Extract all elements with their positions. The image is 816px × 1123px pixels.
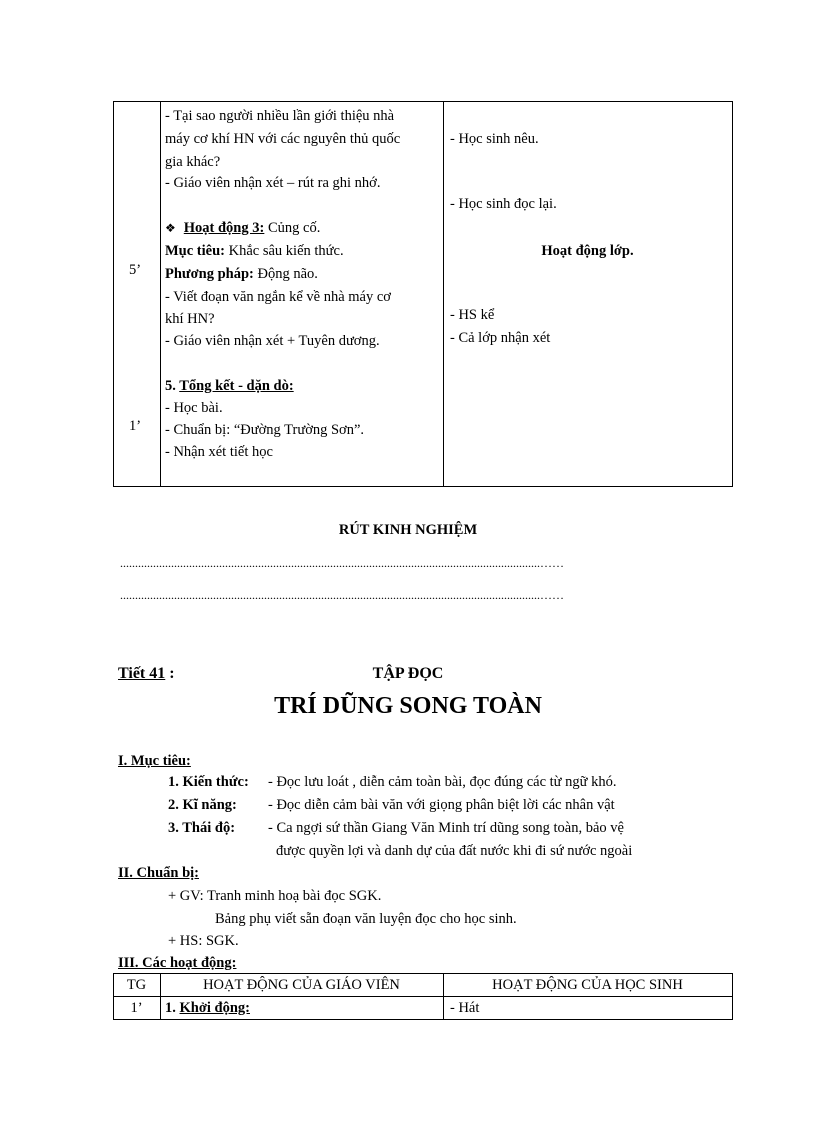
- teacher-line: - Chuẩn bị: “Đường Trường Sơn”.: [165, 422, 365, 438]
- table-border-bottom: [113, 1019, 733, 1020]
- phuong-phap-label: Phương pháp:: [165, 266, 254, 282]
- activity-3-label: Hoạt động 3:: [183, 220, 265, 236]
- tong-ket-number: 5.: [165, 378, 176, 394]
- table-border-bottom: [113, 486, 733, 487]
- teacher-cell: [165, 998, 250, 1018]
- rut-kinh-nghiem-title: RÚT KINH NGHIỆM: [338, 522, 478, 538]
- objective-label: 3. Thái độ:: [168, 820, 236, 836]
- teacher-line: - Nhận xét tiết học: [165, 444, 273, 460]
- student-cell: - Hát: [450, 1000, 480, 1016]
- student-line: - Cả lớp nhận xét: [450, 330, 551, 346]
- teacher-line: - Viết đoạn văn ngắn kể về nhà máy cơ: [165, 289, 391, 305]
- objectives-heading: I. Mục tiêu:: [118, 753, 191, 769]
- student-line: - Học sinh nêu.: [450, 131, 539, 147]
- muc-tieu-line: [165, 241, 344, 261]
- teacher-line: khí HN?: [165, 311, 215, 327]
- column-header-student: HOẠT ĐỘNG CỦA HỌC SINH: [492, 977, 683, 993]
- dotted-line: ............................................................................................................................................……: [120, 588, 564, 602]
- teacher-line: - Giáo viên nhận xét + Tuyên dương.: [165, 333, 380, 349]
- prep-heading: II. Chuẩn bị:: [118, 865, 199, 881]
- phuong-phap-line: [165, 264, 318, 284]
- tg-cell: 1’: [129, 418, 142, 434]
- phuong-phap-text: Động não.: [257, 266, 318, 282]
- tg-cell: 1’: [130, 1000, 143, 1016]
- table-divider-1: [160, 101, 161, 487]
- step-number: 1.: [165, 1000, 176, 1016]
- table-border-top: [113, 973, 733, 974]
- activity-3-text: Củng cố.: [267, 220, 321, 236]
- objective-text: - Ca ngợi sứ thần Giang Văn Minh trí dũng song toàn, bảo vệ: [268, 820, 624, 836]
- objective-text: - Đọc diễn cảm bài văn với giọng phân biệt lời các nhân vật: [268, 797, 615, 813]
- table-border-right: [732, 101, 733, 487]
- subject-heading: TẬP ĐỌC: [372, 665, 444, 682]
- objective-label: 1. Kiến thức:: [168, 774, 249, 790]
- activities-heading: III. Các hoạt động:: [118, 955, 237, 971]
- activity-3-heading: [165, 218, 320, 238]
- table-divider-2: [443, 101, 444, 487]
- table-row-divider: [113, 996, 733, 997]
- objective-text: - Đọc lưu loát , diễn cảm toàn bài, đọc đúng các từ ngữ khó.: [268, 774, 617, 790]
- step-label: Khởi động:: [179, 1000, 250, 1016]
- diamond-bullet-icon: ❖: [165, 221, 176, 235]
- dotted-line: ............................................................................................................................................……: [120, 556, 564, 570]
- prep-gv: + GV: Tranh minh hoạ bài đọc SGK.: [168, 888, 382, 904]
- lesson-number-colon: :: [169, 665, 175, 682]
- teacher-line: gia khác?: [165, 154, 221, 170]
- lesson-title: TRÍ DŨNG SONG TOÀN: [274, 693, 542, 719]
- muc-tieu-text: Khắc sâu kiến thức.: [228, 243, 344, 259]
- teacher-line: - Giáo viên nhận xét – rút ra ghi nhớ.: [165, 175, 381, 191]
- objective-label: 2. Kĩ năng:: [168, 797, 237, 813]
- table-border-left: [113, 101, 114, 487]
- column-header-tg: TG: [126, 977, 147, 993]
- teacher-line: - Học bài.: [165, 400, 223, 416]
- lesson-number-label: Tiết 41: [118, 665, 166, 682]
- teacher-line: máy cơ khí HN với các nguyên thủ quốc: [165, 131, 401, 147]
- objective-text-cont: được quyền lợi và danh dự của đất nước khi đi sứ nước ngoài: [276, 843, 633, 859]
- tong-ket-label: Tổng kết - dặn dò:: [179, 378, 294, 394]
- prep-hs: + HS: SGK.: [168, 933, 239, 949]
- column-header-teacher: HOẠT ĐỘNG CỦA GIÁO VIÊN: [203, 977, 400, 993]
- table-border-top: [113, 101, 733, 102]
- tg-cell: 5’: [129, 262, 142, 278]
- tong-ket-heading: [165, 376, 294, 396]
- teacher-line: - Tại sao người nhiều lần giới thiệu nhà: [165, 108, 395, 124]
- table-border-right: [732, 973, 733, 1020]
- prep-gv-cont: Bảng phụ viết sẵn đoạn văn luyện đọc cho học sinh.: [215, 911, 517, 927]
- student-activity-heading: Hoạt động lớp.: [541, 243, 634, 259]
- student-line: - Học sinh đọc lại.: [450, 196, 557, 212]
- muc-tieu-label: Mục tiêu:: [165, 243, 225, 259]
- student-line: - HS kể: [450, 307, 495, 323]
